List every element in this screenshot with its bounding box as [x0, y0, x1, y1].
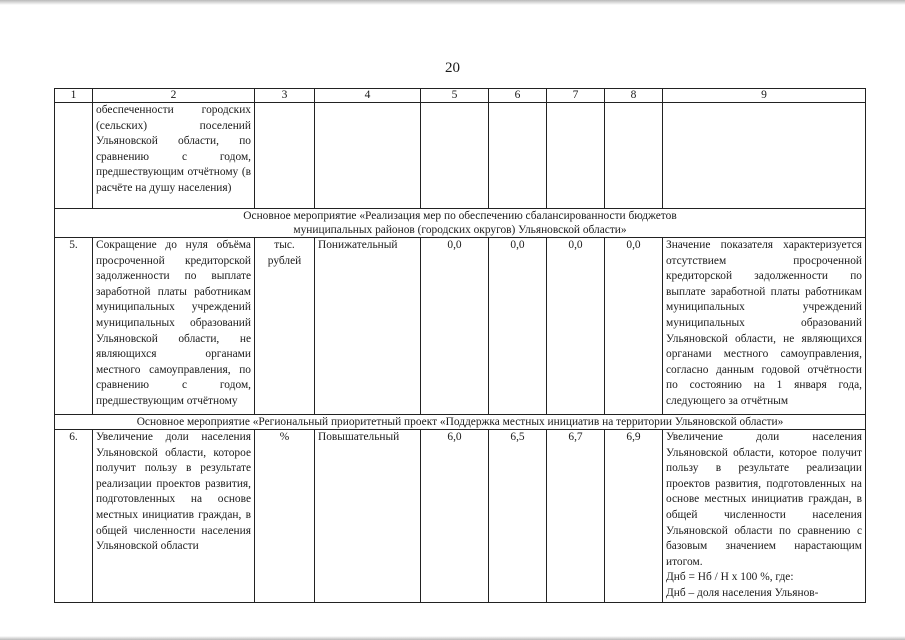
column-header: 7	[547, 89, 605, 103]
row-number-cell: 5.	[55, 238, 93, 415]
scan-edge-bottom	[0, 636, 905, 640]
table-row	[55, 103, 866, 209]
column-header-row	[55, 89, 866, 103]
value-cell	[605, 103, 663, 209]
row-number-cell: 6.	[55, 430, 93, 603]
indicator-cell: обеспеченности городских (сельских) поселений Ульяновской области, по сравнению с годом, предшествующим отчётному (в расчёте на душу населения)	[93, 103, 255, 209]
column-header: 5	[421, 89, 489, 103]
note-cell	[663, 430, 866, 603]
section-heading: Основное мероприятие «Реализация мер по обеспечению сбалансированности бюджетов муниципальных районов (городских округов) Ульяновской области»	[55, 209, 866, 238]
section-row	[55, 415, 866, 430]
value-cell: 0,0	[421, 238, 489, 415]
row-number-cell	[55, 103, 93, 209]
value-cell	[421, 103, 489, 209]
table-row	[55, 238, 866, 415]
unit-cell	[255, 103, 315, 209]
indicator-cell: Сокращение до нуля объёма просроченной кредиторской задолженности по выплате заработной платы работникам муниципальных учреждений муниципальных образований Ульяновской области, не являющихся органами местного самоуправления, по сравнению с годом, предшествующим отчётному	[93, 238, 255, 415]
page-number: 20	[445, 60, 460, 76]
unit-cell: тыс. рублей	[255, 238, 315, 415]
value-cell: 0,0	[547, 238, 605, 415]
direction-cell	[315, 103, 421, 209]
formula-text: Днб = Нб / Н x 100 %, где:	[666, 571, 794, 584]
indicator-cell: Увеличение доли населения Ульяновской области, которое получит пользу в результате реализации проектов развития, подготовленных на основе местных инициатив граждан, в общей численности населения Ульяновской области	[93, 430, 255, 603]
value-cell: 0,0	[489, 238, 547, 415]
direction-cell: Повышательный	[315, 430, 421, 603]
value-cell: 6,0	[421, 430, 489, 603]
indicators-table	[54, 88, 866, 603]
note-cell: Значение показателя характеризуется отсутствием просроченной кредиторской задолженности по выплате заработной платы работникам муниципальных учреждений муниципальных образований Ульяновской области, не являющихся органами местного самоуправления, согласно данным годовой отчётности по состоянию на 1 января года, следующего за отчётным	[663, 238, 866, 415]
value-cell: 6,5	[489, 430, 547, 603]
table-row	[55, 430, 866, 603]
section-row	[55, 209, 866, 238]
value-cell: 6,9	[605, 430, 663, 603]
value-cell: 6,7	[547, 430, 605, 603]
value-cell	[489, 103, 547, 209]
note-text: Увеличение доли населения Ульяновской области, которое получит пользу в результате реализации проектов развития, подготовленных на основе местных инициатив граждан, в общей численности населения Ульяновской области по сравнению с базовым значением нарастающим итогом.	[666, 431, 862, 568]
column-header: 6	[489, 89, 547, 103]
section-heading: Основное мероприятие «Региональный приоритетный проект «Поддержка местных инициатив на территории Ульяновской области»	[55, 415, 866, 430]
unit-cell: %	[255, 430, 315, 603]
scan-edge-top	[0, 0, 905, 5]
value-cell: 0,0	[605, 238, 663, 415]
column-header: 3	[255, 89, 315, 103]
column-header: 1	[55, 89, 93, 103]
column-header: 2	[93, 89, 255, 103]
column-header: 8	[605, 89, 663, 103]
column-header: 4	[315, 89, 421, 103]
formula-definition: Днб – доля населения Ульянов-	[666, 586, 819, 599]
value-cell	[547, 103, 605, 209]
note-cell	[663, 103, 866, 209]
column-header: 9	[663, 89, 866, 103]
direction-cell: Понижательный	[315, 238, 421, 415]
